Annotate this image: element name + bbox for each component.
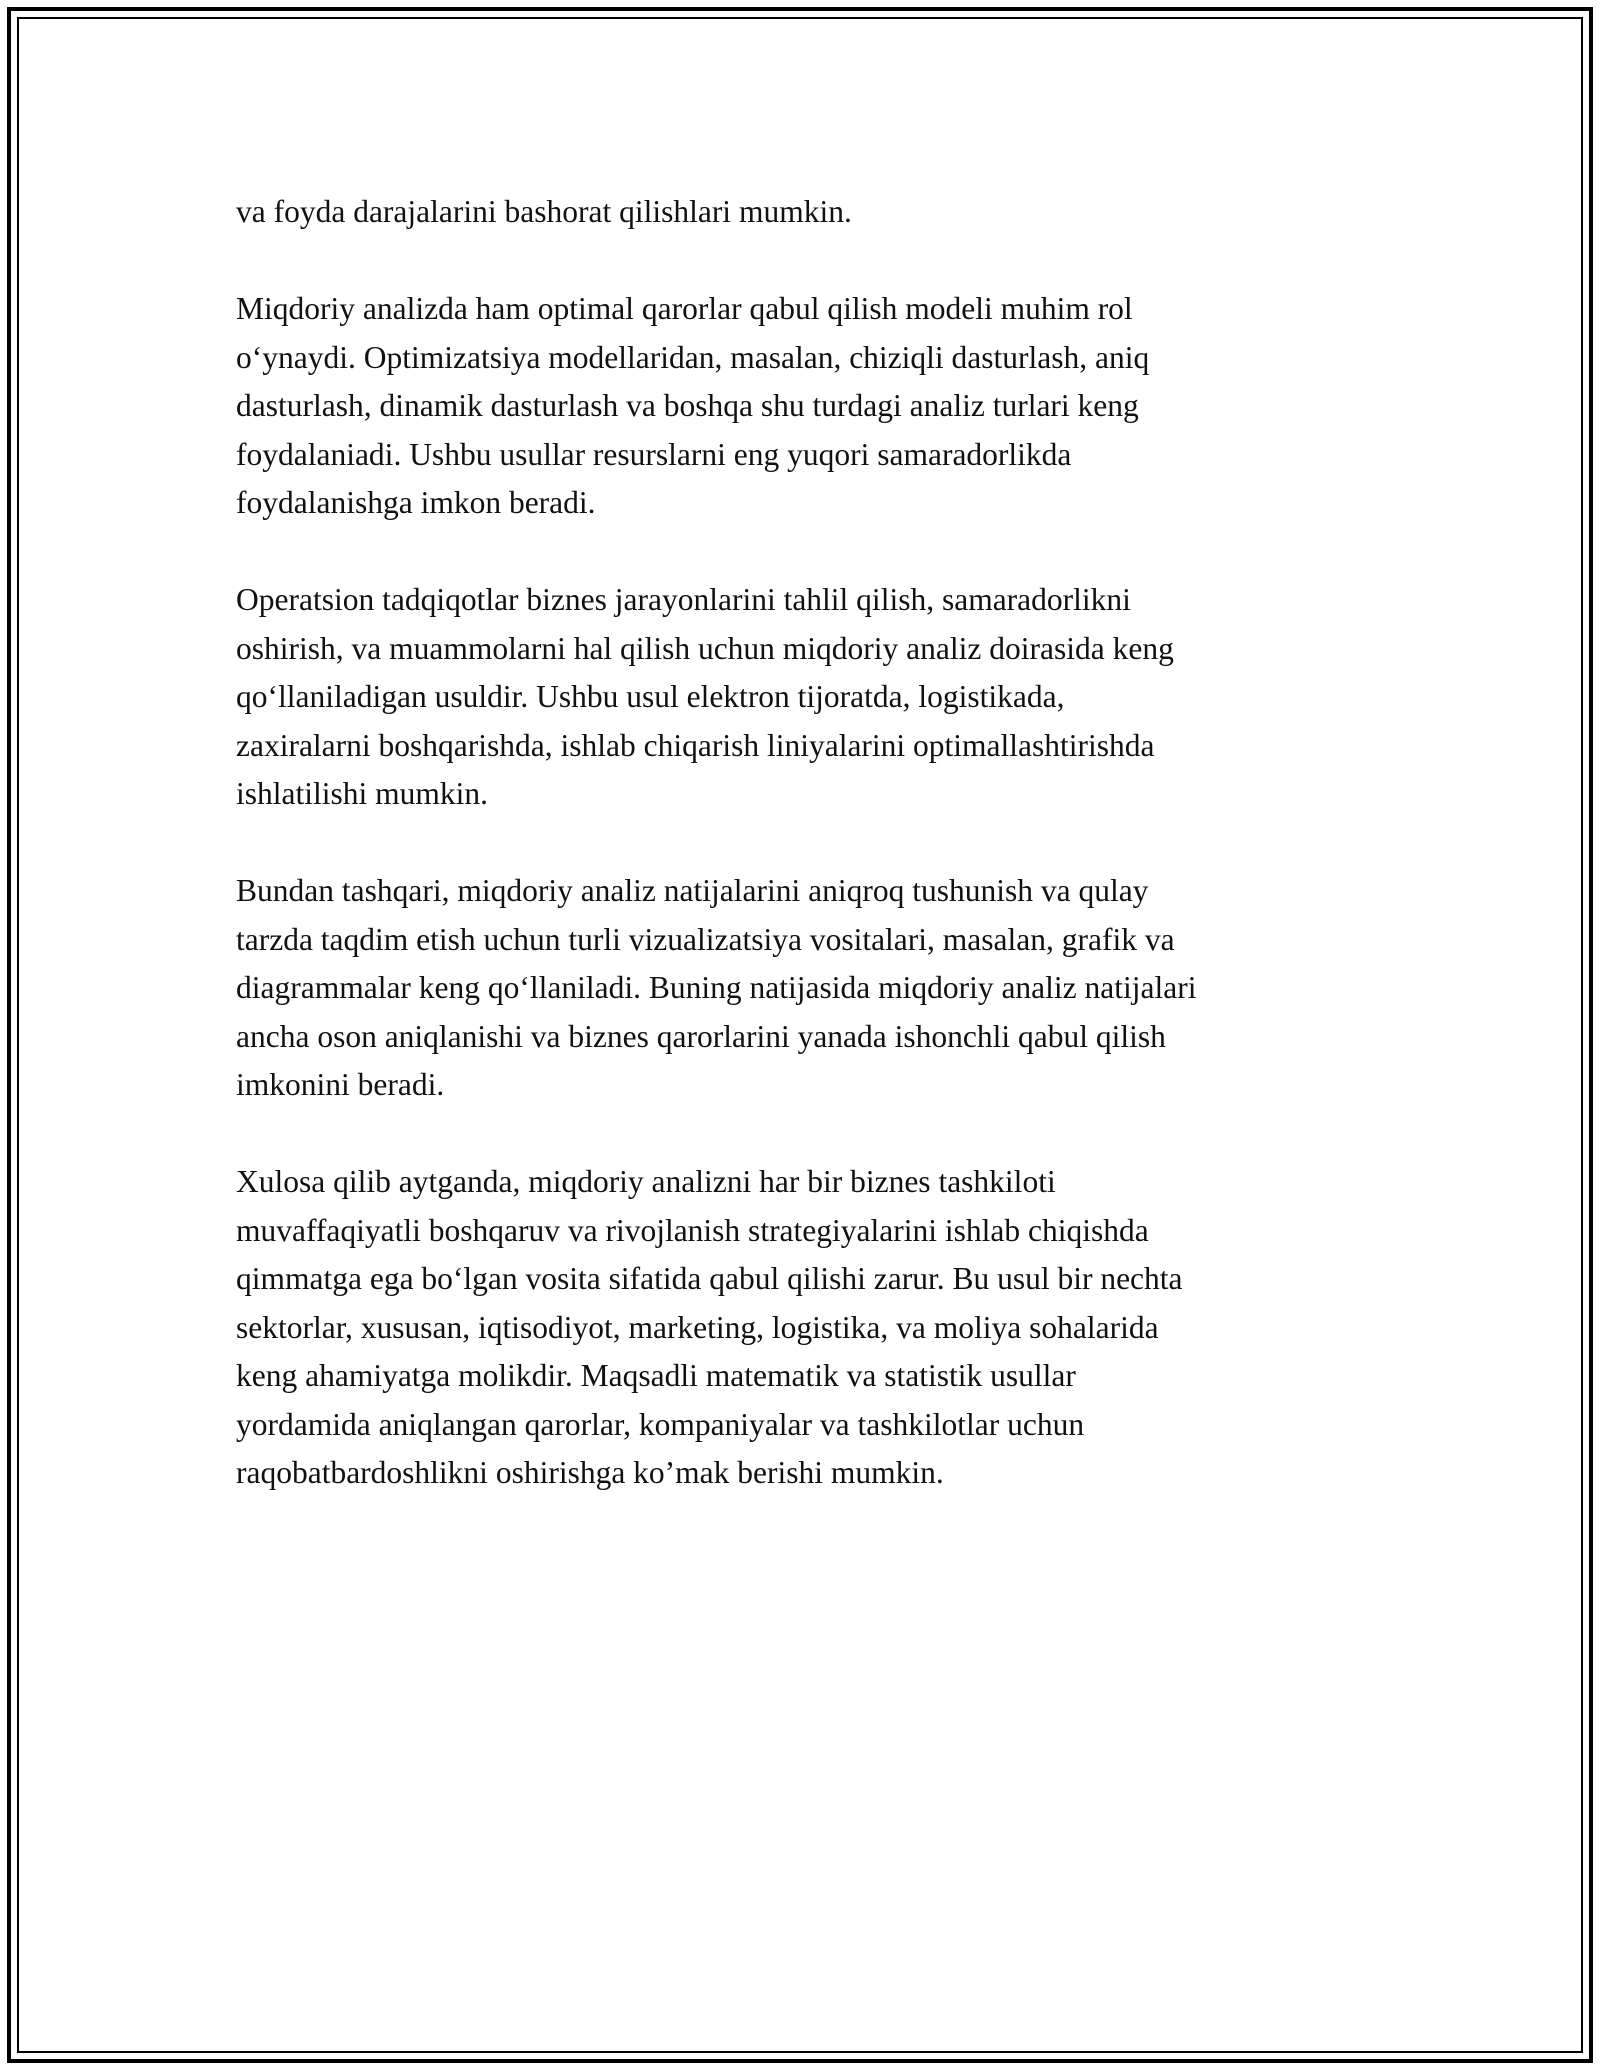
text-line: dasturlash, dinamik dasturlash va boshqa shu turdagi analiz turlari keng: [236, 388, 1139, 423]
text-line: qo‘llaniladigan usuldir. Ushbu usul elektron tijoratda, logistikada,: [236, 679, 1065, 714]
text-line: Bundan tashqari, miqdoriy analiz natijalarini aniqroq tushunish va qulay: [236, 873, 1149, 908]
paragraph-1: [236, 188, 1366, 237]
text-line: sektorlar, xususan, iqtisodiyot, marketing, logistika, va moliya sohalarida: [236, 1309, 1159, 1345]
document-body: [236, 188, 1366, 1546]
text-line: imkonini beradi.: [236, 1067, 445, 1102]
text-line: o‘ynaydi. Optimizatsiya modellaridan, masalan, chiziqli dasturlash, aniq: [236, 339, 1150, 375]
text-line: muvaffaqiyatli boshqaruv va rivojlanish strategiyalarini ishlab chiqishda: [236, 1212, 1149, 1248]
text-line: Operatsion tadqiqotlar biznes jarayonlarini tahlil qilish, samaradorlikni: [236, 582, 1131, 617]
text-line: diagrammalar keng qo‘llaniladi. Buning natijasida miqdoriy analiz natijalari: [236, 970, 1197, 1005]
text-line: ishlatilishi mumkin.: [236, 776, 489, 811]
paragraph-4: [236, 867, 1366, 1110]
text-line: raqobatbardoshlikni oshirishga ko’mak berishi mumkin.: [236, 1455, 944, 1490]
text-line: ancha oson aniqlanishi va biznes qarorlarini yanada ishonchli qabul qilish: [236, 1018, 1166, 1054]
paragraph-2: [236, 285, 1366, 528]
text-line: Miqdoriy analizda ham optimal qarorlar qabul qilish modeli muhim rol: [236, 291, 1133, 326]
text-line: yordamida aniqlangan qarorlar, kompaniyalar va tashkilotlar uchun: [236, 1406, 1085, 1442]
text-line: va foyda darajalarini bashorat qilishlari mumkin.: [236, 194, 852, 229]
text-line: foydalanishga imkon beradi.: [236, 485, 596, 520]
text-line: Xulosa qilib aytganda, miqdoriy analizni har bir biznes tashkiloti: [236, 1164, 1056, 1199]
text-line: foydalaniadi. Ushbu usullar resurslarni eng yuqori samaradorlikda: [236, 436, 1072, 472]
text-line: zaxiralarni boshqarishda, ishlab chiqarish liniyalarini optimallashtirishda: [236, 727, 1155, 763]
text-line: oshirish, va muammolarni hal qilish uchun miqdoriy analiz doirasida keng: [236, 630, 1174, 666]
paragraph-3: [236, 576, 1366, 819]
paragraph-5: [236, 1158, 1366, 1498]
text-line: keng ahamiyatga molikdir. Maqsadli matematik va statistik usullar: [236, 1358, 1076, 1393]
text-line: tarzda taqdim etish uchun turli vizualizatsiya vositalari, masalan, grafik va: [236, 921, 1175, 957]
text-line: qimmatga ega bo‘lgan vosita sifatida qabul qilishi zarur. Bu usul bir nechta: [236, 1261, 1183, 1296]
